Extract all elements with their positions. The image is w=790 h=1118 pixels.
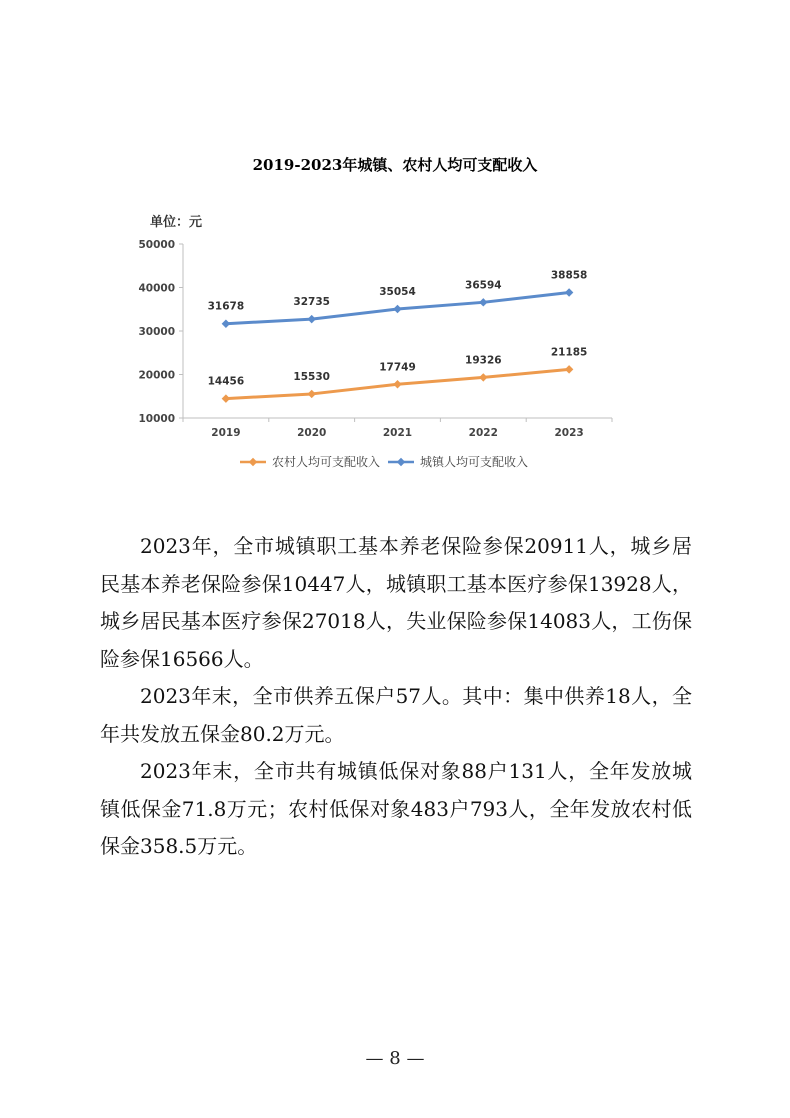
paragraph-dibao: 2023年末，全市共有城镇低保对象88户131人，全年发放城镇低保金71.8万元；农村低保对象483户793人，全年发放农村低保金358.5万元。 bbox=[100, 759, 692, 858]
body-text bbox=[100, 528, 692, 866]
y-tick-label: 50000 bbox=[138, 239, 175, 251]
unit-label: 单位：元 bbox=[150, 215, 203, 230]
data-point bbox=[222, 319, 230, 327]
legend-label-0: 农村人均可支配收入 bbox=[272, 455, 381, 469]
y-tick-label: 40000 bbox=[138, 282, 175, 295]
legend-marker-0 bbox=[249, 458, 257, 466]
legend-marker-1 bbox=[397, 458, 405, 466]
x-tick-label: 2021 bbox=[382, 427, 413, 439]
income-line-chart bbox=[0, 200, 790, 480]
data-label: 14456 bbox=[207, 375, 245, 388]
data-label: 38858 bbox=[550, 269, 588, 282]
data-label: 31678 bbox=[207, 300, 245, 313]
data-label: 17749 bbox=[379, 361, 416, 374]
chart-title: 2019-2023年城镇、农村人均可支配收入 bbox=[252, 156, 538, 174]
paragraph-wubao: 2023年末，全市供养五保户57人。其中：集中供养18人，全年共发放五保金80.2万元。 bbox=[100, 684, 692, 746]
paragraph-insurance: 2023年，全市城镇职工基本养老保险参保20911人，城乡居民基本养老保险参保10447人，城镇职工基本医疗参保13928人，城乡居民基本医疗参保27018人，失业保险参保14083人，工伤保险参保16566人。 bbox=[100, 534, 692, 671]
data-point bbox=[479, 298, 487, 306]
y-tick-label: 30000 bbox=[138, 326, 175, 338]
data-point bbox=[307, 315, 315, 323]
x-tick-label: 2020 bbox=[297, 427, 327, 439]
data-point bbox=[393, 305, 401, 313]
data-point bbox=[222, 394, 230, 402]
y-tick-label: 20000 bbox=[138, 369, 175, 382]
x-tick-label: 2019 bbox=[211, 427, 241, 439]
data-label: 15530 bbox=[293, 370, 330, 383]
data-point bbox=[307, 390, 315, 398]
data-label: 36594 bbox=[465, 279, 502, 292]
data-point bbox=[393, 380, 401, 388]
data-point bbox=[565, 288, 573, 296]
data-point bbox=[565, 365, 573, 373]
x-tick-label: 2022 bbox=[468, 427, 498, 439]
x-tick-label: 2023 bbox=[554, 427, 584, 439]
data-label: 21185 bbox=[550, 346, 588, 359]
data-label: 32735 bbox=[293, 296, 330, 309]
data-label: 19326 bbox=[465, 354, 502, 367]
page-number: — 8 — bbox=[365, 1048, 425, 1069]
y-tick-label: 10000 bbox=[138, 413, 175, 425]
data-label: 35054 bbox=[379, 286, 416, 299]
data-point bbox=[479, 373, 487, 381]
legend-label-1: 城镇人均可支配收入 bbox=[420, 455, 529, 469]
